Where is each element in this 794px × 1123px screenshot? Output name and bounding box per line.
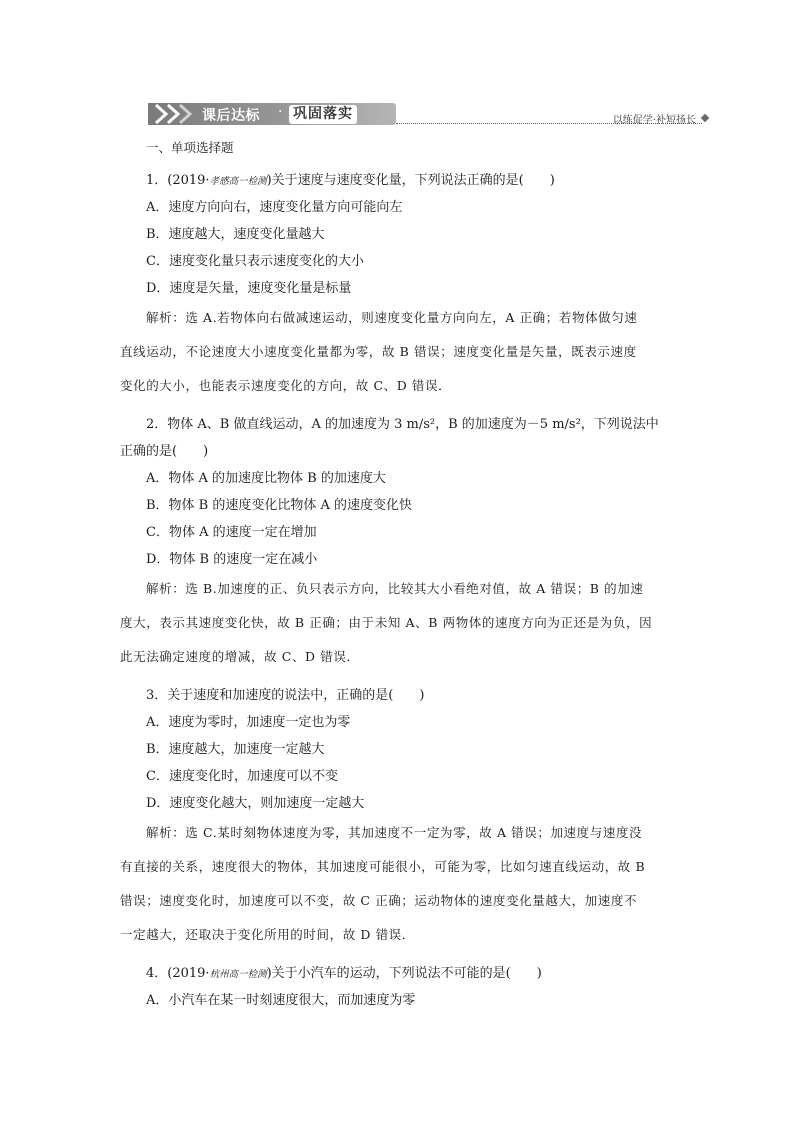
question-1-stem — [146, 169, 555, 188]
question-2-explanation-1: 解析：选 B.加速度的正、负只表示方向，比较其大小看绝对值，故 A 错误；B 的加速 — [146, 581, 644, 596]
question-1-option-a: A．速度方向向右，速度变化量方向可能向左 — [146, 200, 403, 215]
question-2-option-d: D．物体 B 的速度一定在减小 — [146, 552, 318, 567]
question-2-stem-1: 2．物体 A、B 做直线运动，A 的加速度为 3 m/s²，B 的加速度为－5 m/s²，下列说法中 — [146, 417, 659, 432]
double-chevron-icon — [150, 103, 194, 125]
question-2-option-c: C．物体 A 的速度一定在增加 — [146, 525, 317, 540]
question-3-option-d: D．速度变化越大，则加速度一定越大 — [146, 796, 365, 811]
diamond-icon — [701, 114, 709, 122]
question-1-option-d: D．速度是矢量，速度变化量是标量 — [146, 281, 352, 296]
question-2-option-a: A．物体 A 的加速度比物体 B 的加速度大 — [146, 471, 386, 486]
question-4-text: )关于小汽车的运动，下列说法不可能的是( ) — [266, 966, 542, 981]
question-4-option-a: A．小汽车在某一时刻速度很大，而加速度为零 — [146, 993, 416, 1008]
question-2-stem-2: 正确的是( ) — [120, 444, 209, 459]
header-dot: · — [278, 104, 283, 120]
section-title: 一、单项选择题 — [146, 140, 234, 155]
question-3-explanation-2: 有直接的关系，速度很大的物体，其加速度可能很小，可能为零，比如匀速直线运动，故 B — [120, 859, 646, 874]
question-1-text: )关于速度与速度变化量，下列说法正确的是( ) — [266, 173, 555, 188]
header-title: 课后达标 — [202, 108, 260, 124]
header-motto: 以练促学·补短扬长 — [612, 115, 696, 126]
question-3-option-a: A．速度为零时，加速度一定也为零 — [146, 715, 351, 730]
question-2-explanation-3: 此无法确定速度的增减，故 C、D 错误． — [120, 649, 360, 664]
question-1-prefix: 1．(2019· — [146, 173, 210, 188]
question-1-source: 孝感高一检测 — [209, 176, 267, 187]
question-3-explanation-1: 解析：选 C.某时刻物体速度为零，其加速度不一定为零，故 A 错误；加速度与速度没 — [146, 825, 643, 840]
question-1-explanation-2: 直线运动，不论速度大小速度变化量都为零，故 B 错误；速度变化量是矢量，既表示速度 — [120, 344, 637, 359]
question-3-option-c: C．速度变化时，加速度可以不变 — [146, 769, 338, 784]
question-4-source: 杭州高一检测 — [209, 969, 267, 980]
header-banner — [148, 103, 396, 125]
question-2-option-b: B．物体 B 的速度变化比物体 A 的速度变化快 — [146, 498, 413, 513]
question-2-explanation-2: 度大，表示其速度变化快，故 B 正确；由于未知 A、B 两物体的速度方向为正还是为负，因 — [120, 615, 653, 630]
section-header — [148, 101, 710, 129]
question-1-explanation-3: 变化的大小，也能表示速度变化的方向，故 C、D 错误． — [120, 378, 452, 393]
header-subtitle: 巩固落实 — [289, 105, 357, 124]
question-4-prefix: 4．(2019· — [146, 966, 210, 981]
question-3-explanation-3: 错误；速度变化时，加速度可以不变，故 C 正确；运动物体的速度变化量越大，加速度不 — [120, 893, 638, 908]
question-1-option-c: C．速度变化量只表示速度变化的大小 — [146, 254, 364, 269]
question-3-explanation-4: 一定越大，还取决于变化所用的时间，故 D 错误． — [120, 927, 415, 942]
question-4-stem — [146, 962, 542, 981]
question-3-stem: 3．关于速度和加速度的说法中，正确的是( ) — [146, 688, 425, 703]
question-1-option-b: B．速度越大，速度变化量越大 — [146, 227, 325, 242]
question-3-option-b: B．速度越大，加速度一定越大 — [146, 742, 325, 757]
question-1-explanation-1: 解析：选 A.若物体向右做减速运动，则速度变化量方向向左，A 正确；若物体做匀速 — [146, 310, 638, 325]
